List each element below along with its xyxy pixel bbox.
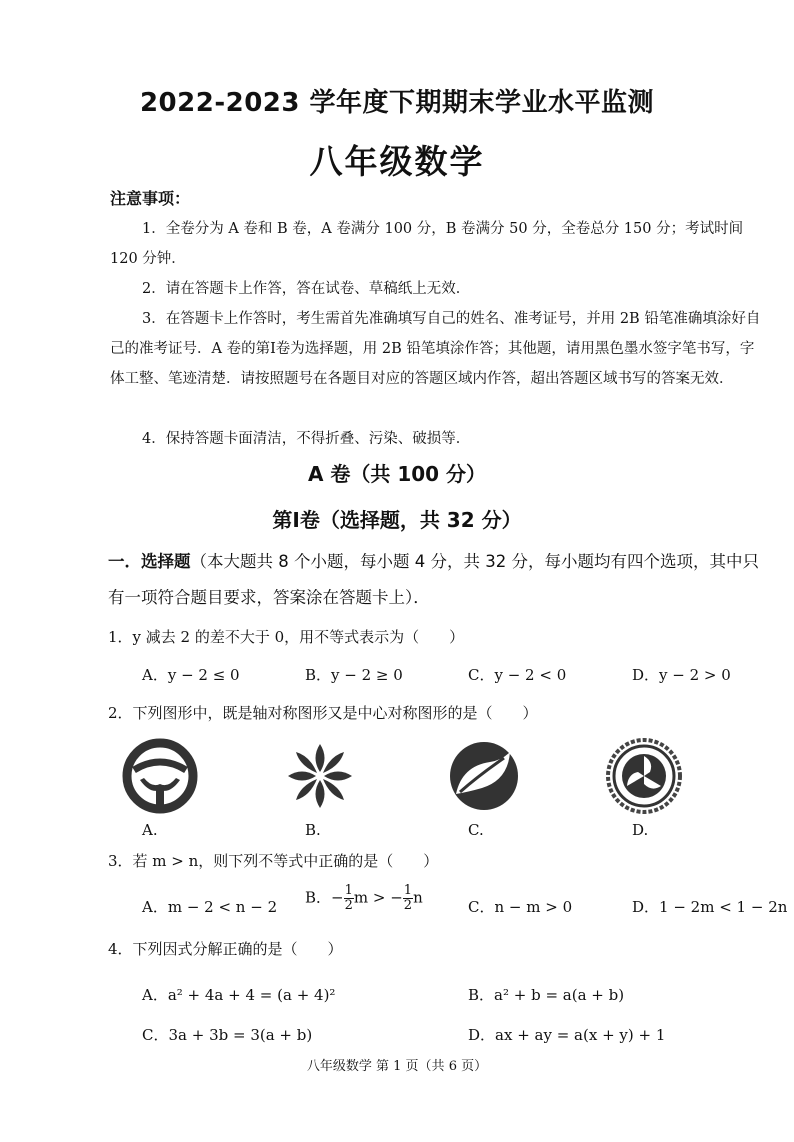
fraction-half-2: [403, 884, 413, 913]
question-4-option-d: D．ax + ay = a(x + y) + 1: [468, 1026, 666, 1044]
question-3-option-c: C．n − m > 0: [468, 898, 573, 916]
figure-b-flower: [280, 736, 360, 816]
question-3-option-b-middle: m > −: [353, 888, 403, 907]
question-2-option-b: B.: [305, 821, 321, 839]
question-1-option-d: D．y − 2 > 0: [632, 666, 731, 684]
section-1-instructions: [108, 544, 770, 616]
question-4-option-a: A．a² + 4a + 4 = (a + 4)²: [142, 986, 336, 1004]
fraction-numerator: 1: [344, 883, 353, 898]
question-4-stem: 4．下列因式分解正确的是（ ）: [108, 940, 343, 958]
figure-a-emblem: [120, 736, 200, 816]
part-1-heading: 第Ⅰ卷（选择题，共 32 分）: [272, 508, 522, 532]
question-1-option-a: A．y − 2 ≤ 0: [142, 666, 240, 684]
fraction-denominator: 2: [344, 898, 353, 913]
question-1-stem: 1．y 减去 2 的差不大于 0，用不等式表示为（ ）: [108, 628, 465, 646]
figure-d-gear-badge: [604, 736, 684, 816]
question-3-option-b-right: n: [413, 888, 423, 907]
question-3-option-d: D．1 − 2m < 1 − 2n: [632, 898, 788, 916]
exam-title: 2022-2023 学年度下期期末学业水平监测: [139, 88, 655, 118]
question-2-option-d: D.: [632, 821, 649, 839]
question-3-option-b-label: B．: [305, 888, 332, 907]
question-4-option-b: B．a² + b = a(a + b): [468, 986, 625, 1004]
notes-heading: 注意事项：: [110, 189, 191, 208]
question-3-option-a: A．m − 2 < n − 2: [142, 898, 278, 916]
question-3-option-b-minus: −: [331, 888, 344, 907]
note-item-2: 2．请在答题卡上作答，答在试卷、草稿纸上无效．: [142, 281, 471, 297]
part-a-heading: A 卷（共 100 分）: [307, 462, 487, 486]
question-1-option-b: B．y − 2 ≥ 0: [305, 666, 403, 684]
section-1-label: 一．选择题: [108, 552, 191, 571]
fraction-denominator: 2: [403, 898, 413, 913]
question-3-option-b: [305, 884, 423, 913]
figure-c-leaf-circle: [444, 736, 524, 816]
question-3-stem: 3．若 m > n，则下列不等式中正确的是（ ）: [108, 852, 439, 870]
note-item-1: 1．全卷分为 A 卷和 B 卷，A 卷满分 100 分，B 卷满分 50 分，全卷总分 150 分；考试时间 120 分钟．: [110, 221, 744, 267]
question-1-option-c: C．y − 2 < 0: [468, 666, 567, 684]
question-2-option-a: A.: [142, 821, 158, 839]
section-1-desc: （本大题共 8 个小题，每小题 4 分，共 32 分，每小题均有四个选项，其中只有一项符合题目要求，答案涂在答题卡上）．: [108, 552, 759, 607]
note-item-3: 3．在答题卡上作答时，考生需首先准确填写自己的姓名、准考证号，并用 2B 铅笔准确填涂好自己的准考证号．A 卷的第Ⅰ卷为选择题，用 2B 铅笔填涂作答；其他题，请用黑色墨水签字笔书写，字体工整、笔迹清楚．请按照题号在各题目对应的答题区域内作答，超出答题区域书写的答案无效．: [110, 311, 761, 387]
fraction-numerator: 1: [403, 883, 413, 898]
exam-subject: 八年级数学: [309, 142, 485, 181]
question-2-stem: 2．下列图形中，既是轴对称图形又是中心对称图形的是（ ）: [108, 704, 538, 722]
question-4-option-c: C．3a + 3b = 3(a + b): [142, 1026, 313, 1044]
page-footer: 八年级数学 第 1 页（共 6 页）: [306, 1059, 488, 1074]
question-2-option-c: C.: [468, 821, 484, 839]
note-item-4: 4．保持答题卡面清洁，不得折叠、污染、破损等．: [142, 431, 471, 447]
fraction-half-1: [344, 884, 354, 913]
